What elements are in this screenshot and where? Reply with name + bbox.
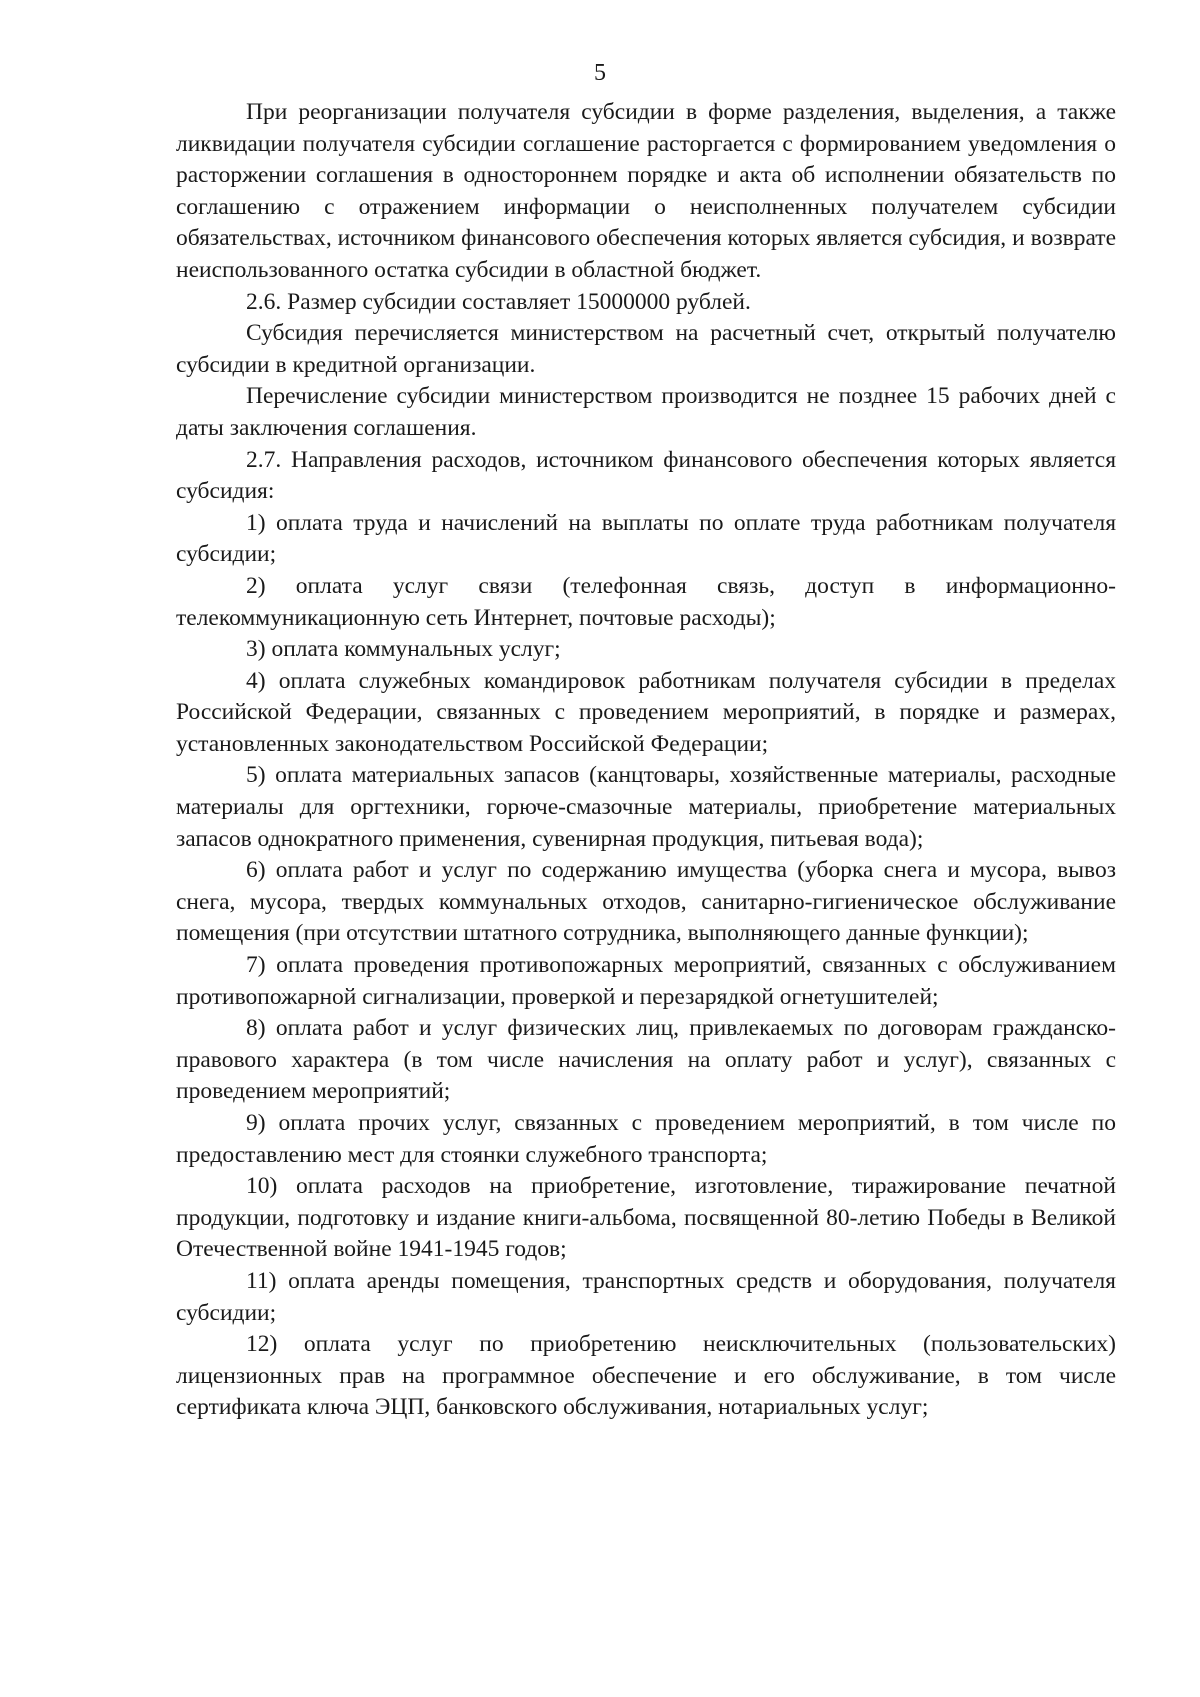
paragraph-expense-directions: 2.7. Направления расходов, источником финансового обеспечения которых является субсидия: bbox=[176, 446, 1116, 505]
list-item-3: 3) оплата коммунальных услуг; bbox=[246, 636, 561, 663]
paragraph-transfer-deadline: Перечисление субсидии министерством производится не позднее 15 рабочих дней с даты заключения соглашения. bbox=[176, 383, 1116, 441]
list-item-2: 2) оплата услуг связи (телефонная связь, доступ в информационно-телекоммуникационную сеть Интернет, почтовые расходы); bbox=[176, 572, 1116, 631]
page-number: 5 bbox=[594, 60, 606, 86]
list-item-8: 8) оплата работ и услуг физических лиц, привлекаемых по договорам гражданско-правового характера (в том числе начисления на оплату работ и услуг), связанных с проведением мероприятий; bbox=[176, 1015, 1116, 1105]
paragraph-reorganization: При реорганизации получателя субсидии в форме разделения, выделения, а также ликвидации получателя субсидии соглашение расторгается с формированием уведомления о расторжении соглашения в одностороннем порядке и акта об исполнении обязательств по соглашению с отражением информации о неисполненных получателем субсидии обязательствах, источником финансового обеспечения которых является субсидия, и возврате неиспользованного остатка субсидии в областной бюджет. bbox=[176, 99, 1116, 283]
paragraph-subsidy-amount: 2.6. Размер субсидии составляет 15000000 рублей. bbox=[246, 288, 751, 315]
list-item-10: 10) оплата расходов на приобретение, изготовление, тиражирование печатной продукции, подготовку и издание книги-альбома, посвященной 80-летию Победы в Великой Отечественной войне 1941-1945 годов; bbox=[176, 1173, 1116, 1263]
list-item-9: 9) оплата прочих услуг, связанных с проведением мероприятий, в том числе по предоставлению мест для стоянки служебного транспорта; bbox=[176, 1110, 1116, 1168]
document-body bbox=[176, 97, 1116, 1424]
list-item-12: 12) оплата услуг по приобретению неисключительных (пользовательских) лицензионных прав на программное обеспечение и его обслуживание, в том числе сертификата ключа ЭЦП, банковского обслуживания, нотариальных услуг; bbox=[176, 1331, 1116, 1421]
paragraph-subsidy-transfer: Субсидия перечисляется министерством на расчетный счет, открытый получателю субсидии в кредитной организации. bbox=[176, 320, 1116, 378]
list-item-7: 7) оплата проведения противопожарных мероприятий, связанных с обслуживанием противопожарной сигнализации, проверкой и перезарядкой огнетушителей; bbox=[176, 952, 1116, 1010]
list-item-1: 1) оплата труда и начислений на выплаты по оплате труда работникам получателя субсидии; bbox=[176, 509, 1116, 568]
list-item-4: 4) оплата служебных командировок работникам получателя субсидии в пределах Российской Федерации, связанных с проведением мероприятий, в порядке и размерах, установленных законодательством Российской Федерации; bbox=[176, 667, 1116, 757]
list-item-6: 6) оплата работ и услуг по содержанию имущества (уборка снега и мусора, вывоз снега, мусора, твердых коммунальных отходов, санитарно-гигиеническое обслуживание помещения (при отсутствии штатного сотрудника, выполняющего данные функции); bbox=[176, 857, 1116, 947]
list-item-11: 11) оплата аренды помещения, транспортных средств и оборудования, получателя субсидии; bbox=[176, 1267, 1116, 1326]
list-item-5: 5) оплата материальных запасов (канцтовары, хозяйственные материалы, расходные материалы для оргтехники, горюче-смазочные материалы, приобретение материальных запасов однократного применения, сувенирная продукция, питьевая вода); bbox=[176, 762, 1116, 852]
